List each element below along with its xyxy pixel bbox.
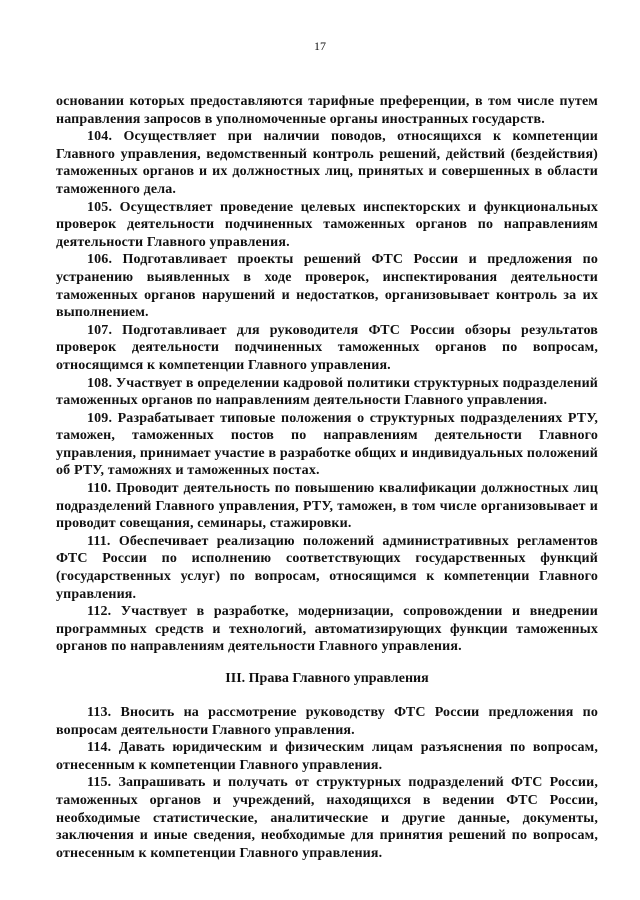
paragraph-104: 104. Осуществляет при наличии поводов, относящихся к компетенции Главного управления, ведомственный контроль решений, действий (бездействия) таможенных органов и их должностных лиц, принятых и совершенных в области таможенного дела. <box>56 129 598 197</box>
document-body <box>56 93 598 862</box>
paragraph-114: 114. Давать юридическим и физическим лицам разъяснения по вопросам, отнесенным к компетенции Главного управления. <box>56 740 598 773</box>
paragraph-111: 111. Обеспечивает реализацию положений административных регламентов ФТС России по исполнению соответствующих государственных функций (государственных услуг) по вопросам, относящимся к компетенции Главного управления. <box>56 533 598 602</box>
paragraph-108: 108. Участвует в определении кадровой политики структурных подразделений таможенных органов по направлениям деятельности Главного управления. <box>56 375 598 409</box>
page-number: 17 <box>314 39 326 53</box>
paragraph-106: 106. Подготавливает проекты решений ФТС России и предложения по устранению выявленных в ходе проверок, инспектирования деятельности таможенных органов нарушений и недостатков, организовывает контроль за их выполнением. <box>56 252 598 321</box>
paragraph-continuation: основании которых предоставляются тарифные преференции, в том числе путем направления запросов в уполномоченные органы иностранных государств. <box>56 94 598 127</box>
paragraph-113: 113. Вносить на рассмотрение руководству ФТС России предложения по вопросам деятельности Главного управления. <box>56 705 598 738</box>
paragraph-110: 110. Проводит деятельность по повышению квалификации должностных лиц подразделений Главного управления, РТУ, таможен, в том числе организовывает и проводит совещания, семинары, стажировки. <box>56 481 598 532</box>
paragraph-112: 112. Участвует в разработке, модернизации, сопровождении и внедрении программных средств и технологий, автоматизирующих функции таможенных органов по направлениям деятельности Главного управления. <box>56 604 598 655</box>
paragraph-107: 107. Подготавливает для руководителя ФТС России обзоры результатов проверок деятельности подчиненных таможенных органов по вопросам, относящимся к компетенции Главного управления. <box>56 322 598 373</box>
paragraph-109: 109. Разрабатывает типовые положения о структурных подразделениях РТУ, таможен, таможенных постов по направлениям деятельности Главного управления, принимает участие в разработке общих и индивидуальных положений об РТУ, таможнях и таможенных постах. <box>56 410 598 479</box>
paragraph-105: 105. Осуществляет проведение целевых инспекторских и функциональных проверок деятельности подчиненных таможенных органов по направлениям деятельности Главного управления. <box>56 199 598 250</box>
paragraph-115: 115. Запрашивать и получать от структурных подразделений ФТС России, таможенных органов и учреждений, находящихся в ведении ФТС России, необходимые статистические, аналитические и другие данные, документы, заключения и иные сведения, необходимые для принятия решений по вопросам, отнесенным к компетенции Главного управления. <box>56 775 598 861</box>
section-heading: III. Права Главного управления <box>225 671 429 686</box>
